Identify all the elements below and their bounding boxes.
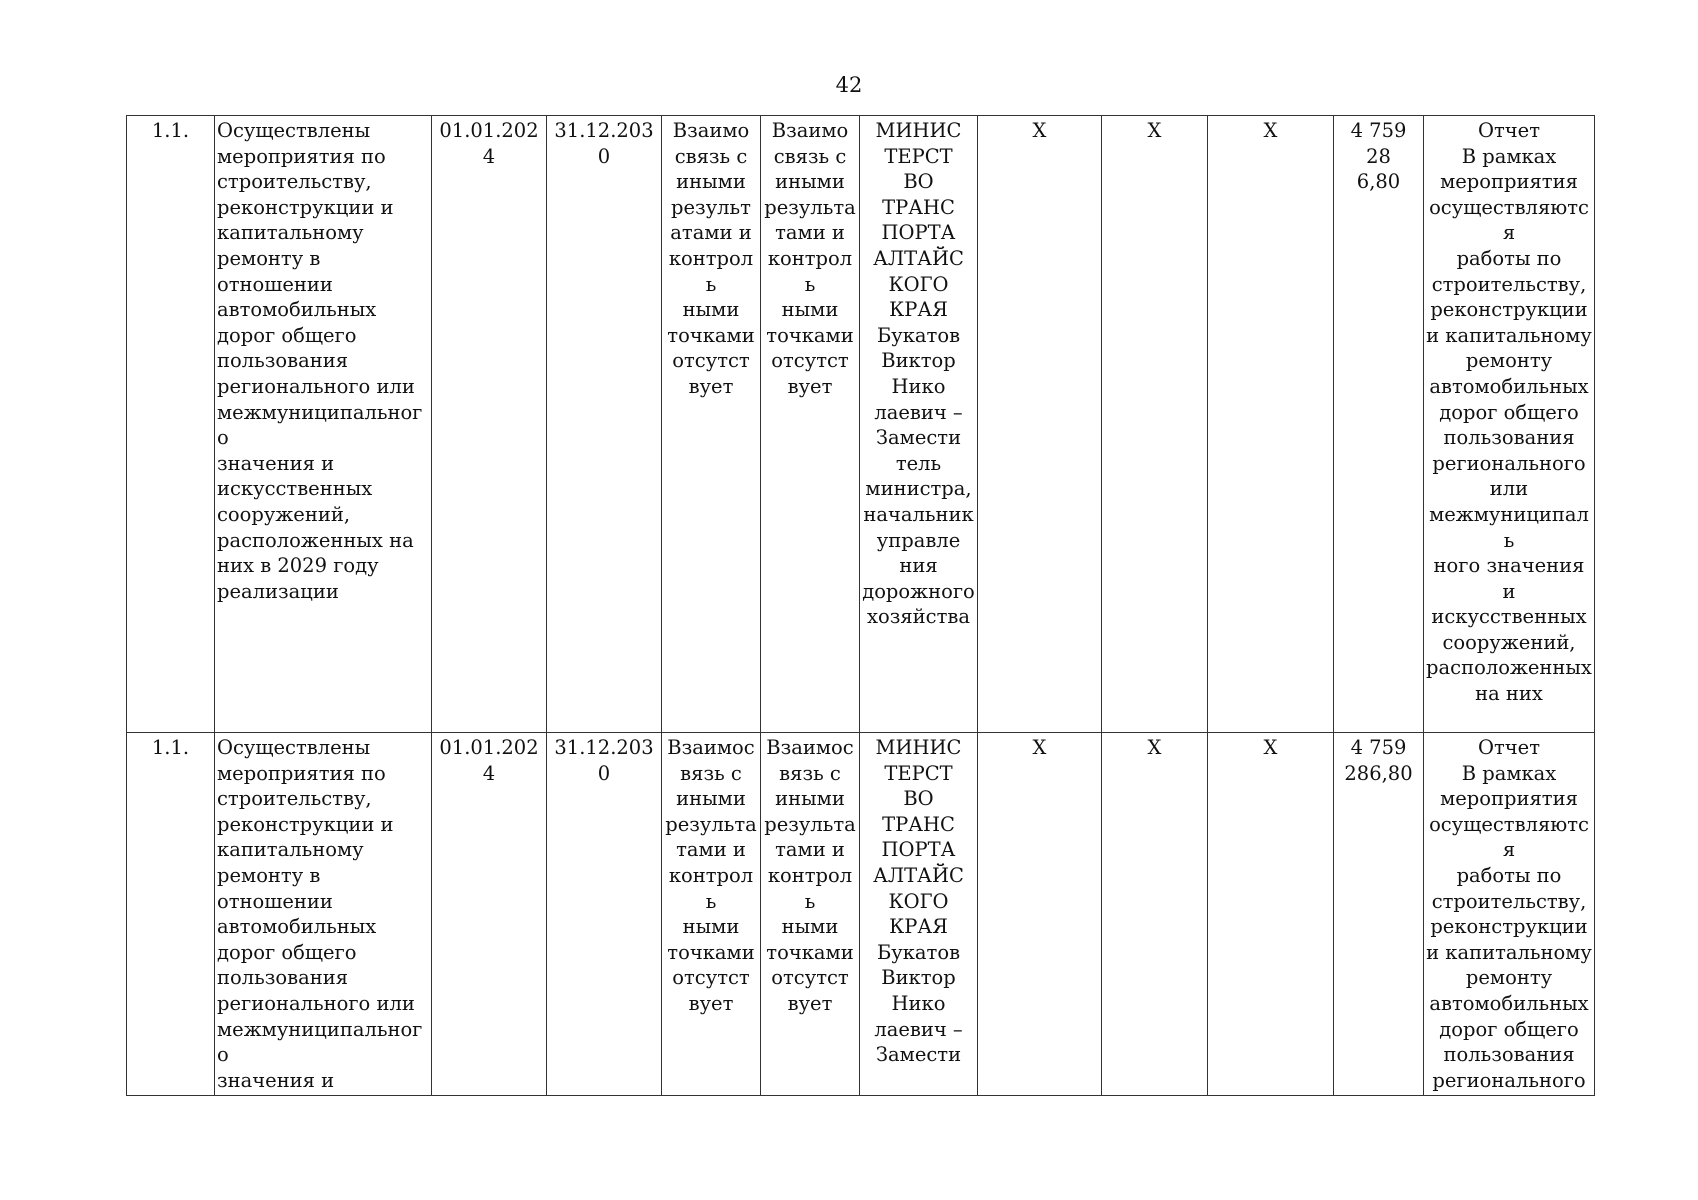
end-date: 31.12.2030 xyxy=(547,733,662,1096)
activity-name: Осуществлены мероприятия по строительству, реконструкции и капитальному ремонту в отношении автомобильных дорог общего пользования регионального или межмуниципального значения и искусственных сооружений, расположенных на них в 2029 году реализации xyxy=(215,116,432,733)
relation-cell-2: Взаимос вязь с иными результа тами и контроль ными точками отсутст вует xyxy=(761,733,860,1096)
activities-table xyxy=(126,115,1595,1096)
relation-cell-2: Взаимо связь с иными результа тами и контроль ными точками отсутст вует xyxy=(761,116,860,733)
responsible-person: МИНИС ТЕРСТ ВО ТРАНС ПОРТА АЛТАЙС КОГО КРАЯ Букатов Виктор Нико лаевич – Замести тель министра, начальник управле ния дорожного хозяйства xyxy=(860,116,978,733)
page-number: 42 xyxy=(835,73,863,97)
x-mark-2: X xyxy=(1102,116,1208,733)
table-row xyxy=(127,116,1595,733)
activity-name: Осуществлены мероприятия по строительству, реконструкции и капитальному ремонту в отношении автомобильных дорог общего пользования регионального или межмуниципального значения и xyxy=(215,733,432,1096)
row-number: 1.1. xyxy=(127,733,215,1096)
amount: 4 759 286,80 xyxy=(1334,733,1424,1096)
relation-cell-1: Взаимос вязь с иными результа тами и контроль ными точками отсутст вует xyxy=(662,733,761,1096)
start-date: 01.01.2024 xyxy=(432,733,547,1096)
row-number: 1.1. xyxy=(127,116,215,733)
responsible-person: МИНИС ТЕРСТ ВО ТРАНС ПОРТА АЛТАЙС КОГО КРАЯ Букатов Виктор Нико лаевич – Замести xyxy=(860,733,978,1096)
start-date: 01.01.2024 xyxy=(432,116,547,733)
x-mark-1: X xyxy=(978,116,1102,733)
x-mark-2: X xyxy=(1102,733,1208,1096)
x-mark-1: X xyxy=(978,733,1102,1096)
amount: 4 759 28 6,80 xyxy=(1334,116,1424,733)
x-mark-3: X xyxy=(1208,733,1334,1096)
table-row xyxy=(127,733,1595,1096)
x-mark-3: X xyxy=(1208,116,1334,733)
end-date: 31.12.2030 xyxy=(547,116,662,733)
report-text: Отчет В рамках мероприятия осуществляются работы по строительству, реконструкции и капитальному ремонту автомобильных дорог общего пользования регионального или межмуниципаль ного значения и искусственных сооружений, расположенных на них xyxy=(1424,116,1595,733)
report-text: Отчет В рамках мероприятия осуществляются работы по строительству, реконструкции и капитальному ремонту автомобильных дорог общего пользования регионального xyxy=(1424,733,1595,1096)
relation-cell-1: Взаимо связь с иными результ атами и контроль ными точками отсутст вует xyxy=(662,116,761,733)
